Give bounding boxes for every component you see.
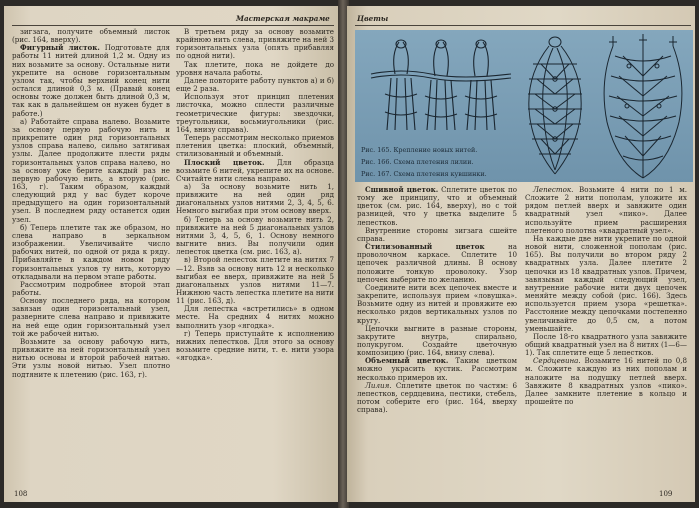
header-rule [12, 25, 334, 26]
left-page-column-2 [176, 28, 334, 486]
paragraph: Лепесток. Возьмите 4 нити по 1 м. Сложите 2 нити пополам, уложите их рядом петлей вверх и завяжите один квадратный узел «пико». Далее используйте прием расширения плетеного полотна «квадратный узел». [525, 186, 687, 235]
paragraph: Плоский цветок. Для образца возьмите 6 нитей, укрепите их на основе. Считайте нити слева направо. [176, 157, 334, 183]
left-page-column-1 [12, 28, 170, 486]
paragraph: б) Теперь за основу возьмите нить 2, привяжите на ней 5 диагональных узлов нитями 3, 4, 5, 6, 1. Основу немного выгните вниз. Вы получили один лепесток цветка (см. рис. 163, а). [176, 214, 334, 257]
paragraph: Теперь рассмотрим несколько приемов плетения цветка: плоский, объемный, стилизованный и объемный. [176, 133, 334, 159]
paragraph: в) Второй лепесток плетите на нитях 7—12. Взяв за основу нить 12 и несколько выгибая ее вверх, привяжите на ней 5 диагональных узлов нитями 11—7. Нижнюю часть лепестка плетите на нити 11 (рис. 163, д). [176, 255, 334, 306]
paragraph: а) За основу возьмите нить 1, привяжите на ней один ряд диагональных узлов нитями 2, 3, 4, 5, 6. Немного выгибая при этом основу вверх. [176, 181, 334, 216]
paragraph: Используя этот принцип плетения листочка, можно сплести различные геометрические фигуры: звездочки, треугольники, восьмиугольники (рис. 164, внизу справа). [176, 92, 334, 134]
paragraph: Объемный цветок. Таким цветком можно украсить кустик. Рассмотрим несколько примеров их. [357, 356, 517, 382]
paragraph: б) Теперь плетите так же образом, но слева направо в зеркальном изображении. Увеличивайте число рабочих нитей, по одной от ряда к ряду. Прибавляйте в каждом новом ряду горизонтальных узлов ту нить, которую откладывали на первом этапе работы. [12, 222, 170, 281]
paragraph: Соедините нити всех цепочек вместе и закрепите, используя прием «ловушка». Возьмите одну из нитей и провяжите ею несколько рядов вертикальных узлов по кругу. [357, 282, 517, 325]
page-number-right: 109 [659, 490, 673, 498]
paragraph: Стилизованный цветок на проволочном каркасе. Сплетите 10 цепочек различной длины. В основу положите тонкую проволоку. Узор цепочек выберите по желанию. [357, 242, 517, 284]
figure-panel [355, 30, 693, 182]
figure-166-lily-scheme [515, 34, 595, 179]
caption-fig-165: Рис. 165. Крепление новых нитей. [361, 146, 478, 154]
paragraph: зигзага, получите объемный листок (рис. 164, вверху). [12, 28, 170, 45]
right-page-column-2 [525, 186, 687, 486]
paragraph: Рассмотрим подробнее второй этап работы. [12, 279, 170, 297]
caption-fig-167: Рис. 167. Схема плетения кувшинки. [361, 170, 487, 178]
paragraph: Цепочки выгните в разные стороны, закрутите внутрь, спирально, полукругом. Создайте цветочную композицию (рис. 164, внизу слева). [357, 323, 517, 358]
right-page [347, 6, 695, 502]
paragraph: Сердцевина. Возьмите 16 нитей по 0,8 м. Сложите каждую из них пополам и наложите на подушку петлей вверх. Завяжите 8 квадратных узлов «пико». Далее замкните плетение в кольцо и прошейте по [525, 356, 687, 407]
left-page [4, 6, 340, 502]
right-page-column-1 [357, 186, 517, 486]
caption-fig-166: Рис. 166. Схема плетения лилии. [361, 158, 474, 166]
paragraph: Основу последнего ряда, на котором завязан один горизонтальный узел, разверните слева направо и привяжите на ней еще один горизонтальный узел той же рабочей нитью. [12, 296, 170, 338]
paragraph: Далее повторите работу пунктов а) и б) еще 2 раза. [176, 75, 334, 94]
paragraph: После 18-го квадратного узла завяжите общий квадратный узел на 8 нитях (1—6—1). Так сплетите еще 5 лепестков. [525, 331, 687, 358]
figure-167-water-lily-scheme [593, 32, 693, 180]
paragraph: Возьмите за основу рабочую нить, привяжите на ней горизонтальный узел нитью основы и второй рабочей нитью. Эти узлы новой нитью. Узел плотно подтяните к плетению (рис. 163, г). [12, 336, 170, 379]
paragraph: Для лепестка «встретились» в одном месте. На средних 4 нитях можно выполнить узор «ягодка». [176, 304, 334, 330]
paragraph: Внутренние стороны зигзага сшейте справа. [357, 225, 517, 243]
page-number-left: 108 [14, 490, 28, 498]
paragraph: а) Работайте справа налево. Возьмите за основу первую рабочую нить и прикрепите один ряд горизонтальных узлов справа налево, сильно затягивая узлы. Далее продолжите плести ряды горизонтальных узлов справа налево, но за основу уже берите каждый раз не первую рабочую нить, а вторую (рис. 163, г). Таким образом, каждый следующий ряд у вас будет короче предыдущего на один горизонтальный узел. В последнем ряду останется один узел. [12, 116, 170, 224]
header-rule [355, 25, 691, 26]
paragraph: г) Теперь приступайте к исполнению нижних лепестков. Для этого за основу возьмите средние нити, т. е. нити узора «ягодка». [176, 328, 334, 363]
paragraph: Сшивной цветок. Сплетите цветок по тому же принципу, что и объемный цветок (см. рис. 164, вверху), но с той разницей, что у цветка выделите 5 лепестков. [357, 186, 517, 227]
paragraph: Фигурный листок. Подготовьте для работы 11 нитей длиной 1,2 м. Одну из них возьмите за основу. Остальные нити укрепите на основе горизонтальным узлом так, чтобы верхний конец нити остался длиной 0,3 м. (Правый конец основы тоже должен быть длиной 0,3 м, так как в дальнейшем он нужен будет в работе.) [12, 43, 170, 118]
figure-165-new-threads [361, 34, 521, 134]
running-head-right: Цветы [357, 14, 389, 23]
running-head-left: Мастерская макраме [236, 14, 330, 23]
paragraph: На каждые две нити укрепите по одной новой нити, сложенной пополам (рис. 165). Вы получили во втором ряду 2 квадратных узла. Далее плетите 2 цепочки из 18 квадратных узлов. Причем, завязывая каждый следующий узел, внутренние рабочие нити двух цепочек меняйте между собой (рис. 166). Здесь используется прием узора «решетка». Расстояние между цепочками постепенно увеличивайте до 0,5 см, а потом уменьшайте. [525, 233, 687, 333]
paragraph: Лилия. Сплетите цветок по частям: 6 лепестков, сердцевина, пестики, стебель, потом соберите его (рис. 164, вверху справа). [357, 380, 517, 415]
paragraph: Так плетите, пока не дойдете до уровня начала работы. [176, 59, 334, 77]
paragraph: В третьем ряду за основу возьмите крайнюю нить слева, привяжите на ней 3 горизонтальных узла (опять прибавляя по одной нити). [176, 28, 334, 61]
figure-captions [361, 144, 511, 180]
